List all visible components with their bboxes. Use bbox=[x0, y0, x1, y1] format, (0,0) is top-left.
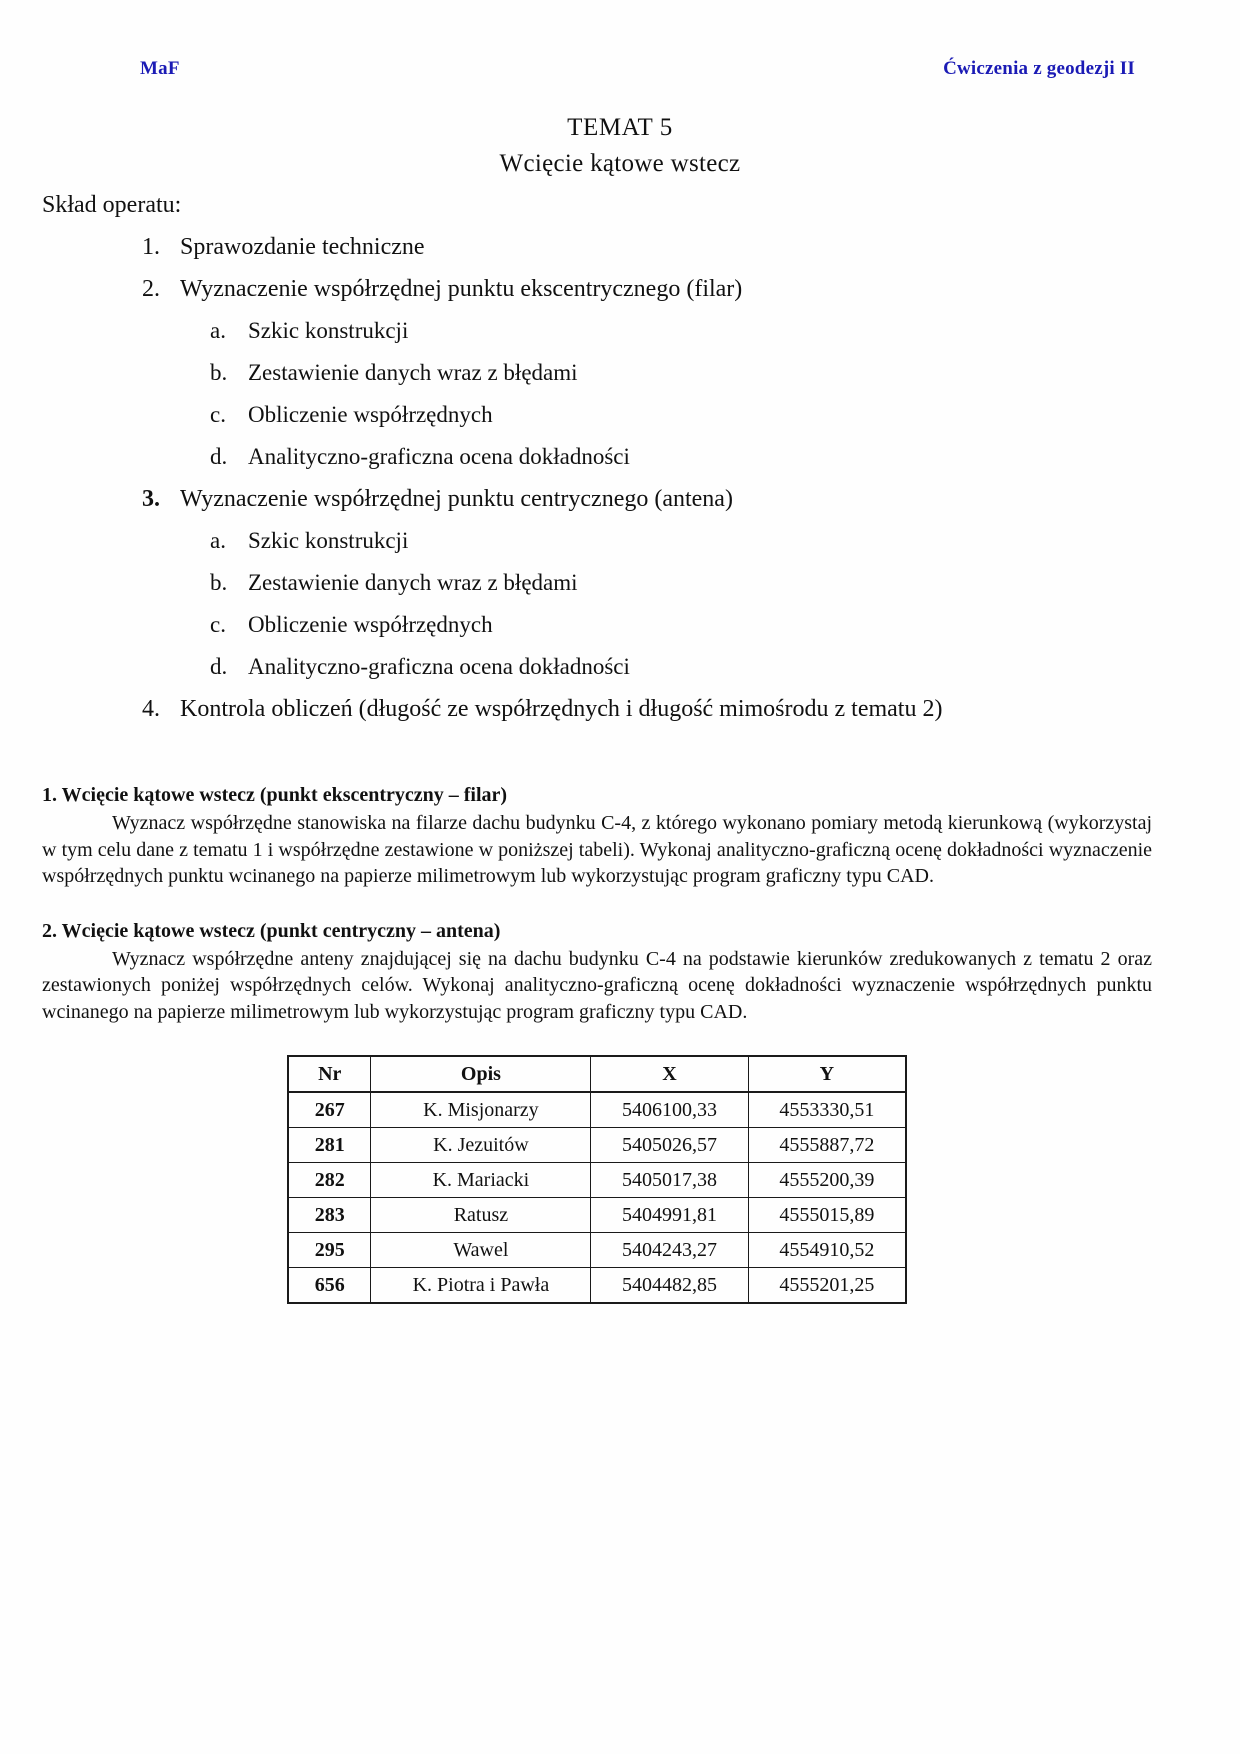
outline-subitem-label: Zestawienie danych wraz z błędami bbox=[248, 570, 578, 595]
outline-subitem-label: Szkic konstrukcji bbox=[248, 528, 409, 553]
table-row bbox=[288, 1128, 906, 1163]
table-cell-opis: K. Jezuitów bbox=[371, 1128, 591, 1163]
outline-subitem-2-3 bbox=[180, 400, 1152, 430]
table-cell-x: 5404243,27 bbox=[591, 1233, 748, 1268]
outline-item-3 bbox=[42, 484, 1152, 682]
section-1 bbox=[42, 782, 1152, 890]
outline-item-label: Wyznaczenie współrzędnej punktu centrycznego (antena) bbox=[180, 486, 733, 512]
outline-subitem-2-4 bbox=[180, 442, 1152, 472]
section-2 bbox=[42, 918, 1152, 1026]
table-cell-y: 4554910,52 bbox=[748, 1233, 906, 1268]
coordinates-table bbox=[287, 1055, 907, 1304]
outline-item-marker: 3. bbox=[142, 486, 160, 512]
section-2-heading: 2. Wcięcie kątowe wstecz (punkt centryczny – antena) bbox=[42, 919, 501, 942]
section-1-paragraph: Wyznacz współrzędne stanowiska na filarze dachu budynku C-4, z którego wykonano pomiary metodą kierunkową (wykorzystaj w tym celu dane z tematu 1 i współrzędne zestawione w poniższej tabeli). Wykonaj analityczno-graficzną ocenę dokładności wyznaczenie współrzędnych punktu wcinanego na papierze milimetrowym lub wykorzystując program graficzny typu CAD. bbox=[42, 812, 1152, 887]
coordinates-table-body bbox=[288, 1092, 906, 1303]
outline-subitem-2-2 bbox=[180, 358, 1152, 388]
table-cell-opis: K. Misjonarzy bbox=[371, 1092, 591, 1128]
outline-item-4 bbox=[42, 694, 1152, 724]
table-row bbox=[288, 1198, 906, 1233]
outline-subitem-2-1 bbox=[180, 316, 1152, 346]
table-cell-x: 5406100,33 bbox=[591, 1092, 748, 1128]
outline-subitem-marker: a. bbox=[210, 318, 226, 343]
table-cell-opis: Ratusz bbox=[371, 1198, 591, 1233]
page-header bbox=[140, 58, 1135, 80]
outline-item-label: Sprawozdanie techniczne bbox=[180, 234, 425, 260]
outline-subitem-marker: a. bbox=[210, 528, 226, 553]
outline-item-1 bbox=[42, 232, 1152, 262]
title-topic-number: TEMAT 5 bbox=[567, 114, 673, 141]
section-1-heading: 1. Wcięcie kątowe wstecz (punkt ekscentryczny – filar) bbox=[42, 784, 508, 806]
outline-subitem-label: Obliczenie współrzędnych bbox=[248, 612, 493, 637]
outline-item-label: Wyznaczenie współrzędnej punktu ekscentrycznego (filar) bbox=[180, 276, 743, 302]
header-author: MaF bbox=[140, 58, 180, 79]
operat-composition-label: Skład operatu: bbox=[42, 192, 182, 218]
table-cell-nr: 283 bbox=[288, 1198, 371, 1233]
table-cell-nr: 295 bbox=[288, 1233, 371, 1268]
outline-subitem-3-3 bbox=[180, 610, 1152, 640]
column-header-opis: Opis bbox=[371, 1056, 591, 1092]
outline-subitem-marker: c. bbox=[210, 612, 226, 637]
table-cell-opis: K. Piotra i Pawła bbox=[371, 1268, 591, 1304]
table-cell-nr: 267 bbox=[288, 1092, 371, 1128]
outline-subitem-marker: b. bbox=[210, 360, 228, 385]
table-cell-y: 4555887,72 bbox=[748, 1128, 906, 1163]
section-2-paragraph: Wyznacz współrzędne anteny znajdującej się na dachu budynku C-4 na podstawie kierunków zredukowanych z tematu 2 oraz zestawionych poniżej współrzędnych celów. Wykonaj analityczno-graficzną ocenę dokładności wyznaczenie współrzędnych punktu wcinanego na papierze milimetrowym lub wykorzystując program graficzny typu CAD. bbox=[42, 947, 1152, 1023]
title-topic-name: Wcięcie kątowe wstecz bbox=[499, 150, 741, 177]
coordinates-table-wrapper bbox=[42, 1055, 1152, 1304]
outline-subitem-3-1 bbox=[180, 526, 1152, 556]
outline-item-2 bbox=[42, 274, 1152, 472]
outline-item-marker: 2. bbox=[142, 276, 160, 302]
column-header-nr: Nr bbox=[288, 1056, 371, 1092]
table-row bbox=[288, 1233, 906, 1268]
outline-subitem-marker: d. bbox=[210, 444, 228, 469]
outline-subitem-marker: d. bbox=[210, 654, 228, 679]
outline-subitem-label: Analityczno-graficzna ocena dokładności bbox=[248, 444, 630, 469]
table-cell-nr: 281 bbox=[288, 1128, 371, 1163]
table-cell-y: 4555201,25 bbox=[748, 1268, 906, 1304]
table-cell-x: 5405017,38 bbox=[591, 1163, 748, 1198]
outline-item-marker: 4. bbox=[142, 696, 160, 722]
table-cell-nr: 656 bbox=[288, 1268, 371, 1304]
outline-subitem-label: Szkic konstrukcji bbox=[248, 318, 409, 343]
table-cell-y: 4555200,39 bbox=[748, 1163, 906, 1198]
outline-subitem-marker: c. bbox=[210, 402, 226, 427]
table-cell-y: 4555015,89 bbox=[748, 1198, 906, 1233]
table-row bbox=[288, 1163, 906, 1198]
table-cell-opis: K. Mariacki bbox=[371, 1163, 591, 1198]
document-body bbox=[42, 190, 1152, 1304]
table-row bbox=[288, 1268, 906, 1304]
table-cell-x: 5404991,81 bbox=[591, 1198, 748, 1233]
column-header-x: X bbox=[591, 1056, 748, 1092]
operat-outline-list bbox=[42, 232, 1152, 724]
outline-subitem-3-2 bbox=[180, 568, 1152, 598]
outline-sublist-2 bbox=[180, 316, 1152, 472]
outline-subitem-label: Obliczenie współrzędnych bbox=[248, 402, 493, 427]
table-cell-x: 5404482,85 bbox=[591, 1268, 748, 1304]
header-course: Ćwiczenia z geodezji II bbox=[943, 58, 1135, 79]
coordinates-table-head bbox=[288, 1056, 906, 1092]
table-cell-nr: 282 bbox=[288, 1163, 371, 1198]
document-title bbox=[0, 110, 1240, 182]
outline-subitem-label: Zestawienie danych wraz z błędami bbox=[248, 360, 578, 385]
outline-subitem-label: Analityczno-graficzna ocena dokładności bbox=[248, 654, 630, 679]
table-row bbox=[288, 1092, 906, 1128]
table-cell-y: 4553330,51 bbox=[748, 1092, 906, 1128]
outline-item-label: Kontrola obliczeń (długość ze współrzędnych i długość mimośrodu z tematu 2) bbox=[180, 696, 943, 722]
outline-subitem-3-4 bbox=[180, 652, 1152, 682]
outline-sublist-3 bbox=[180, 526, 1152, 682]
table-cell-opis: Wawel bbox=[371, 1233, 591, 1268]
table-header-row bbox=[288, 1056, 906, 1092]
table-cell-x: 5405026,57 bbox=[591, 1128, 748, 1163]
outline-item-marker: 1. bbox=[142, 234, 160, 260]
column-header-y: Y bbox=[748, 1056, 906, 1092]
outline-subitem-marker: b. bbox=[210, 570, 228, 595]
